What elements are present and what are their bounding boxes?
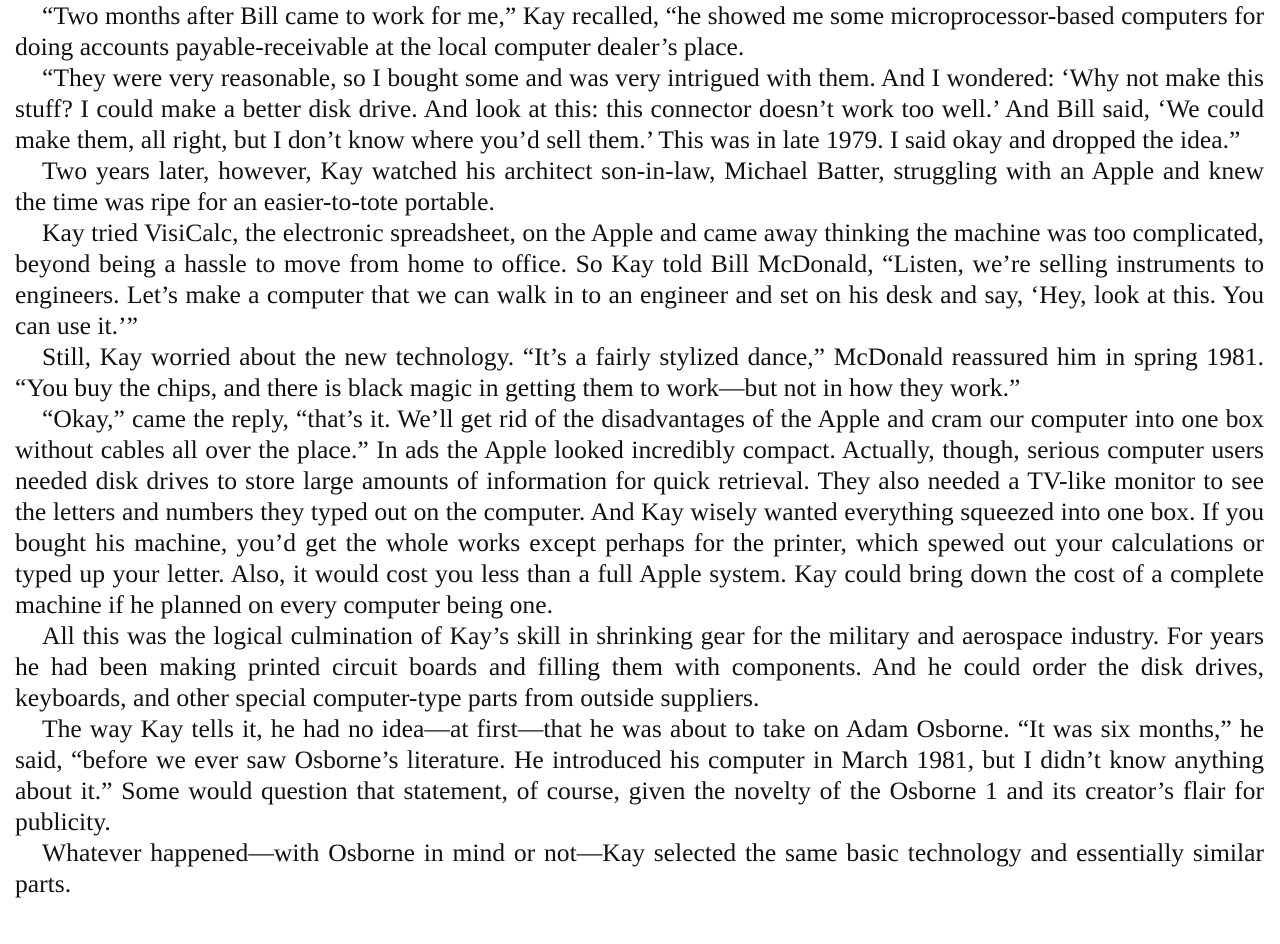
paragraph-3: Two years later, however, Kay watched his architect son-in-law, Michael Batter, struggling with an Apple and knew the time was ripe for an easier-to-tote portable. <box>15 156 1264 216</box>
paragraph-1: “Two months after Bill came to work for me,” Kay recalled, “he showed me some microprocessor-based computers for doing accounts payable-receivable at the local computer dealer’s place. <box>15 1 1264 61</box>
paragraph-9: Whatever happened—with Osborne in mind or not—Kay selected the same basic technology and essentially similar parts. <box>15 838 1264 898</box>
paragraph-7: All this was the logical culmination of Kay’s skill in shrinking gear for the military and aerospace industry. For years he had been making printed circuit boards and filling them with components. And he could order the disk drives, keyboards, and other special computer-type parts from outside suppliers. <box>15 621 1264 712</box>
paragraph-2: “They were very reasonable, so I bought some and was very intrigued with them. And I wondered: ‘Why not make this stuff? I could make a better disk drive. And look at this: this connector doesn’t work too well.’ And Bill said, ‘We could make them, all right, but I don’t know where you’d sell them.’ This was in late 1979. I said okay and dropped the idea.” <box>15 63 1264 154</box>
paragraph-6: “Okay,” came the reply, “that’s it. We’ll get rid of the disadvantages of the Apple and cram our computer into one box without cables all over the place.” In ads the Apple looked incredibly compact. Actually, though, serious computer users needed disk drives to store large amounts of information for quick retrieval. They also needed a TV-like monitor to see the letters and numbers they typed out on the computer. And Kay wisely wanted everything squeezed into one box. If you bought his machine, you’d get the whole works except perhaps for the printer, which spewed out your calculations or typed up your letter. Also, it would cost you less than a full Apple system. Kay could bring down the cost of a complete machine if he planned on every computer being one. <box>15 404 1264 619</box>
paragraph-5: Still, Kay worried about the new technology. “It’s a fairly stylized dance,” McDonald reassured him in spring 1981. “You buy the chips, and there is black magic in getting them to work—but not in how they work.” <box>15 342 1264 402</box>
paragraph-4: Kay tried VisiCalc, the electronic spreadsheet, on the Apple and came away thinking the machine was too complicated, beyond being a hassle to move from home to office. So Kay told Bill McDonald, “Listen, we’re selling instruments to engineers. Let’s make a computer that we can walk in to an engineer and set on his desk and say, ‘Hey, look at this. You can use it.’” <box>15 218 1264 340</box>
paragraph-8: The way Kay tells it, he had no idea—at first—that he was about to take on Adam Osborne. “It was six months,” he said, “before we ever saw Osborne’s literature. He introduced his computer in March 1981, but I didn’t know anything about it.” Some would question that statement, of course, given the novelty of the Osborne 1 and its creator’s flair for publicity. <box>15 714 1264 836</box>
